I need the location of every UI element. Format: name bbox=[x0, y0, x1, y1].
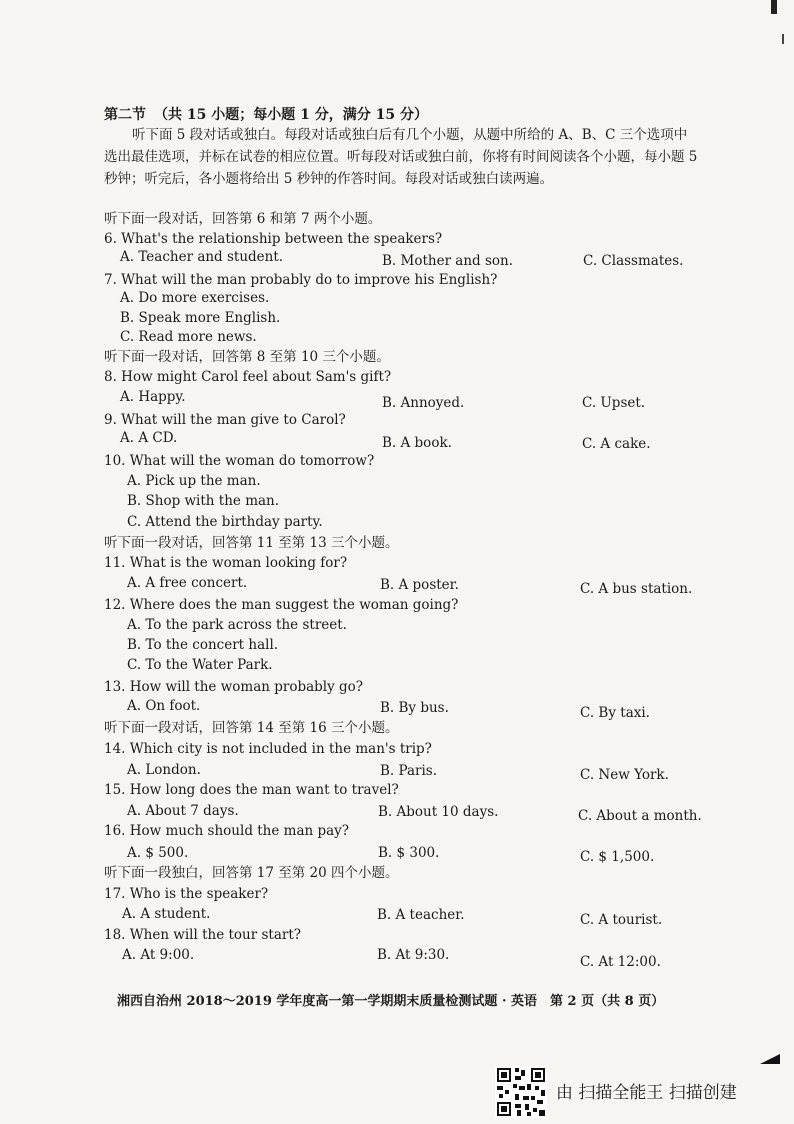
question-7-option-c: C. Read more news. bbox=[120, 329, 257, 345]
question-6-option-a: A. Teacher and student. bbox=[120, 249, 284, 265]
question-14-option-a: A. London. bbox=[127, 762, 201, 778]
direction-line: 听下面一段对话，回答第 11 至第 13 三个小题。 bbox=[104, 535, 399, 551]
question-9-option-c: C. A cake. bbox=[582, 436, 651, 452]
question-17-option-b: B. A teacher. bbox=[377, 907, 465, 923]
page-footer: 湘西自治州 2018～2019 学年度高一第一学期期末质量检测试题 · 英语 第 2 页（共 8 页） bbox=[117, 994, 665, 1009]
question-12-option-a: A. To the park across the street. bbox=[127, 617, 347, 633]
question-9-option-b: B. A book. bbox=[382, 435, 452, 451]
question-14-option-b: B. Paris. bbox=[380, 763, 438, 779]
question-7-option-a: A. Do more exercises. bbox=[120, 290, 270, 306]
question-8-option-c: C. Upset. bbox=[582, 395, 646, 411]
question-18-option-c: C. At 12:00. bbox=[580, 954, 661, 970]
direction-line: 听下面一段对话，回答第 8 至第 10 三个小题。 bbox=[104, 349, 390, 365]
corner-tick bbox=[782, 34, 784, 44]
question-13-option-c: C. By taxi. bbox=[580, 705, 650, 721]
question-16-option-b: B. $ 300. bbox=[378, 845, 440, 861]
question-11-option-b: B. A poster. bbox=[380, 577, 459, 593]
question-10-option-a: A. Pick up the man. bbox=[127, 473, 261, 489]
question-16-option-a: A. $ 500. bbox=[127, 845, 189, 861]
question-6-option-b: B. Mother and son. bbox=[382, 253, 514, 269]
question-13: 13. How will the woman probably go? bbox=[104, 679, 364, 695]
question-16-option-c: C. $ 1,500. bbox=[580, 849, 655, 865]
question-7-option-b: B. Speak more English. bbox=[120, 310, 281, 326]
question-12: 12. Where does the man suggest the woman going? bbox=[104, 597, 459, 613]
question-18-option-b: B. At 9:30. bbox=[377, 947, 450, 963]
question-15-option-c: C. About a month. bbox=[578, 808, 702, 824]
qr-code-icon bbox=[495, 1066, 547, 1118]
question-10: 10. What will the woman do tomorrow? bbox=[104, 453, 375, 469]
question-18: 18. When will the tour start? bbox=[104, 927, 302, 943]
question-15: 15. How long does the man want to travel? bbox=[104, 782, 399, 798]
question-17-option-c: C. A tourist. bbox=[580, 912, 663, 928]
question-16: 16. How much should the man pay? bbox=[104, 823, 350, 839]
question-14-option-c: C. New York. bbox=[580, 767, 669, 783]
question-13-option-a: A. On foot. bbox=[127, 698, 201, 714]
question-8-option-b: B. Annoyed. bbox=[382, 395, 465, 411]
section-title: 第二节 bbox=[104, 107, 146, 123]
section-heading bbox=[104, 104, 428, 124]
corner-mark bbox=[760, 1054, 780, 1064]
question-10-option-c: C. Attend the birthday party. bbox=[127, 514, 323, 530]
direction-line: 听下面一段对话，回答第 6 和第 7 两个小题。 bbox=[104, 211, 382, 227]
question-9: 9. What will the man give to Carol? bbox=[104, 412, 346, 428]
direction-line: 听下面一段独白，回答第 17 至第 20 四个小题。 bbox=[104, 865, 399, 881]
question-13-option-b: B. By bus. bbox=[380, 700, 449, 716]
question-6: 6. What's the relationship between the speakers? bbox=[104, 231, 443, 247]
question-11-option-a: A. A free concert. bbox=[127, 575, 248, 591]
question-11: 11. What is the woman looking for? bbox=[104, 555, 348, 571]
question-12-option-c: C. To the Water Park. bbox=[127, 657, 273, 673]
question-7: 7. What will the man probably do to improve his English? bbox=[104, 272, 498, 288]
corner-mark bbox=[771, 0, 777, 14]
scanner-watermark: 由 扫描全能王 扫描创建 bbox=[556, 1083, 737, 1103]
question-17: 17. Who is the speaker? bbox=[104, 886, 269, 902]
question-8-option-a: A. Happy. bbox=[120, 389, 186, 405]
question-14: 14. Which city is not included in the man's trip? bbox=[104, 741, 432, 757]
question-12-option-b: B. To the concert hall. bbox=[127, 637, 279, 653]
question-11-option-c: C. A bus station. bbox=[580, 581, 693, 597]
direction-line: 听下面一段对话，回答第 14 至第 16 三个小题。 bbox=[104, 720, 399, 736]
question-10-option-b: B. Shop with the man. bbox=[127, 493, 280, 509]
section-subtitle: （共 15 小题；每小题 1 分，满分 15 分） bbox=[154, 107, 428, 123]
question-8: 8. How might Carol feel about Sam's gift? bbox=[104, 369, 392, 385]
question-15-option-a: A. About 7 days. bbox=[127, 803, 239, 819]
question-6-option-c: C. Classmates. bbox=[583, 253, 684, 269]
question-18-option-a: A. At 9:00. bbox=[122, 947, 195, 963]
question-17-option-a: A. A student. bbox=[122, 906, 211, 922]
question-9-option-a: A. A CD. bbox=[120, 430, 178, 446]
question-15-option-b: B. About 10 days. bbox=[378, 804, 499, 820]
section-instructions: 听下面 5 段对话或独白。每段对话或独白后有几个小题，从题中所给的 A、B、C 三个选项中选出最佳选项，并标在试卷的相应位置。听每段对话或独白前，你将有时间阅读各个小题，每小题 5 秒钟；听完后，各小题将给出 5 秒钟的作答时间。每段对话或独白读两遍。 bbox=[104, 127, 698, 187]
